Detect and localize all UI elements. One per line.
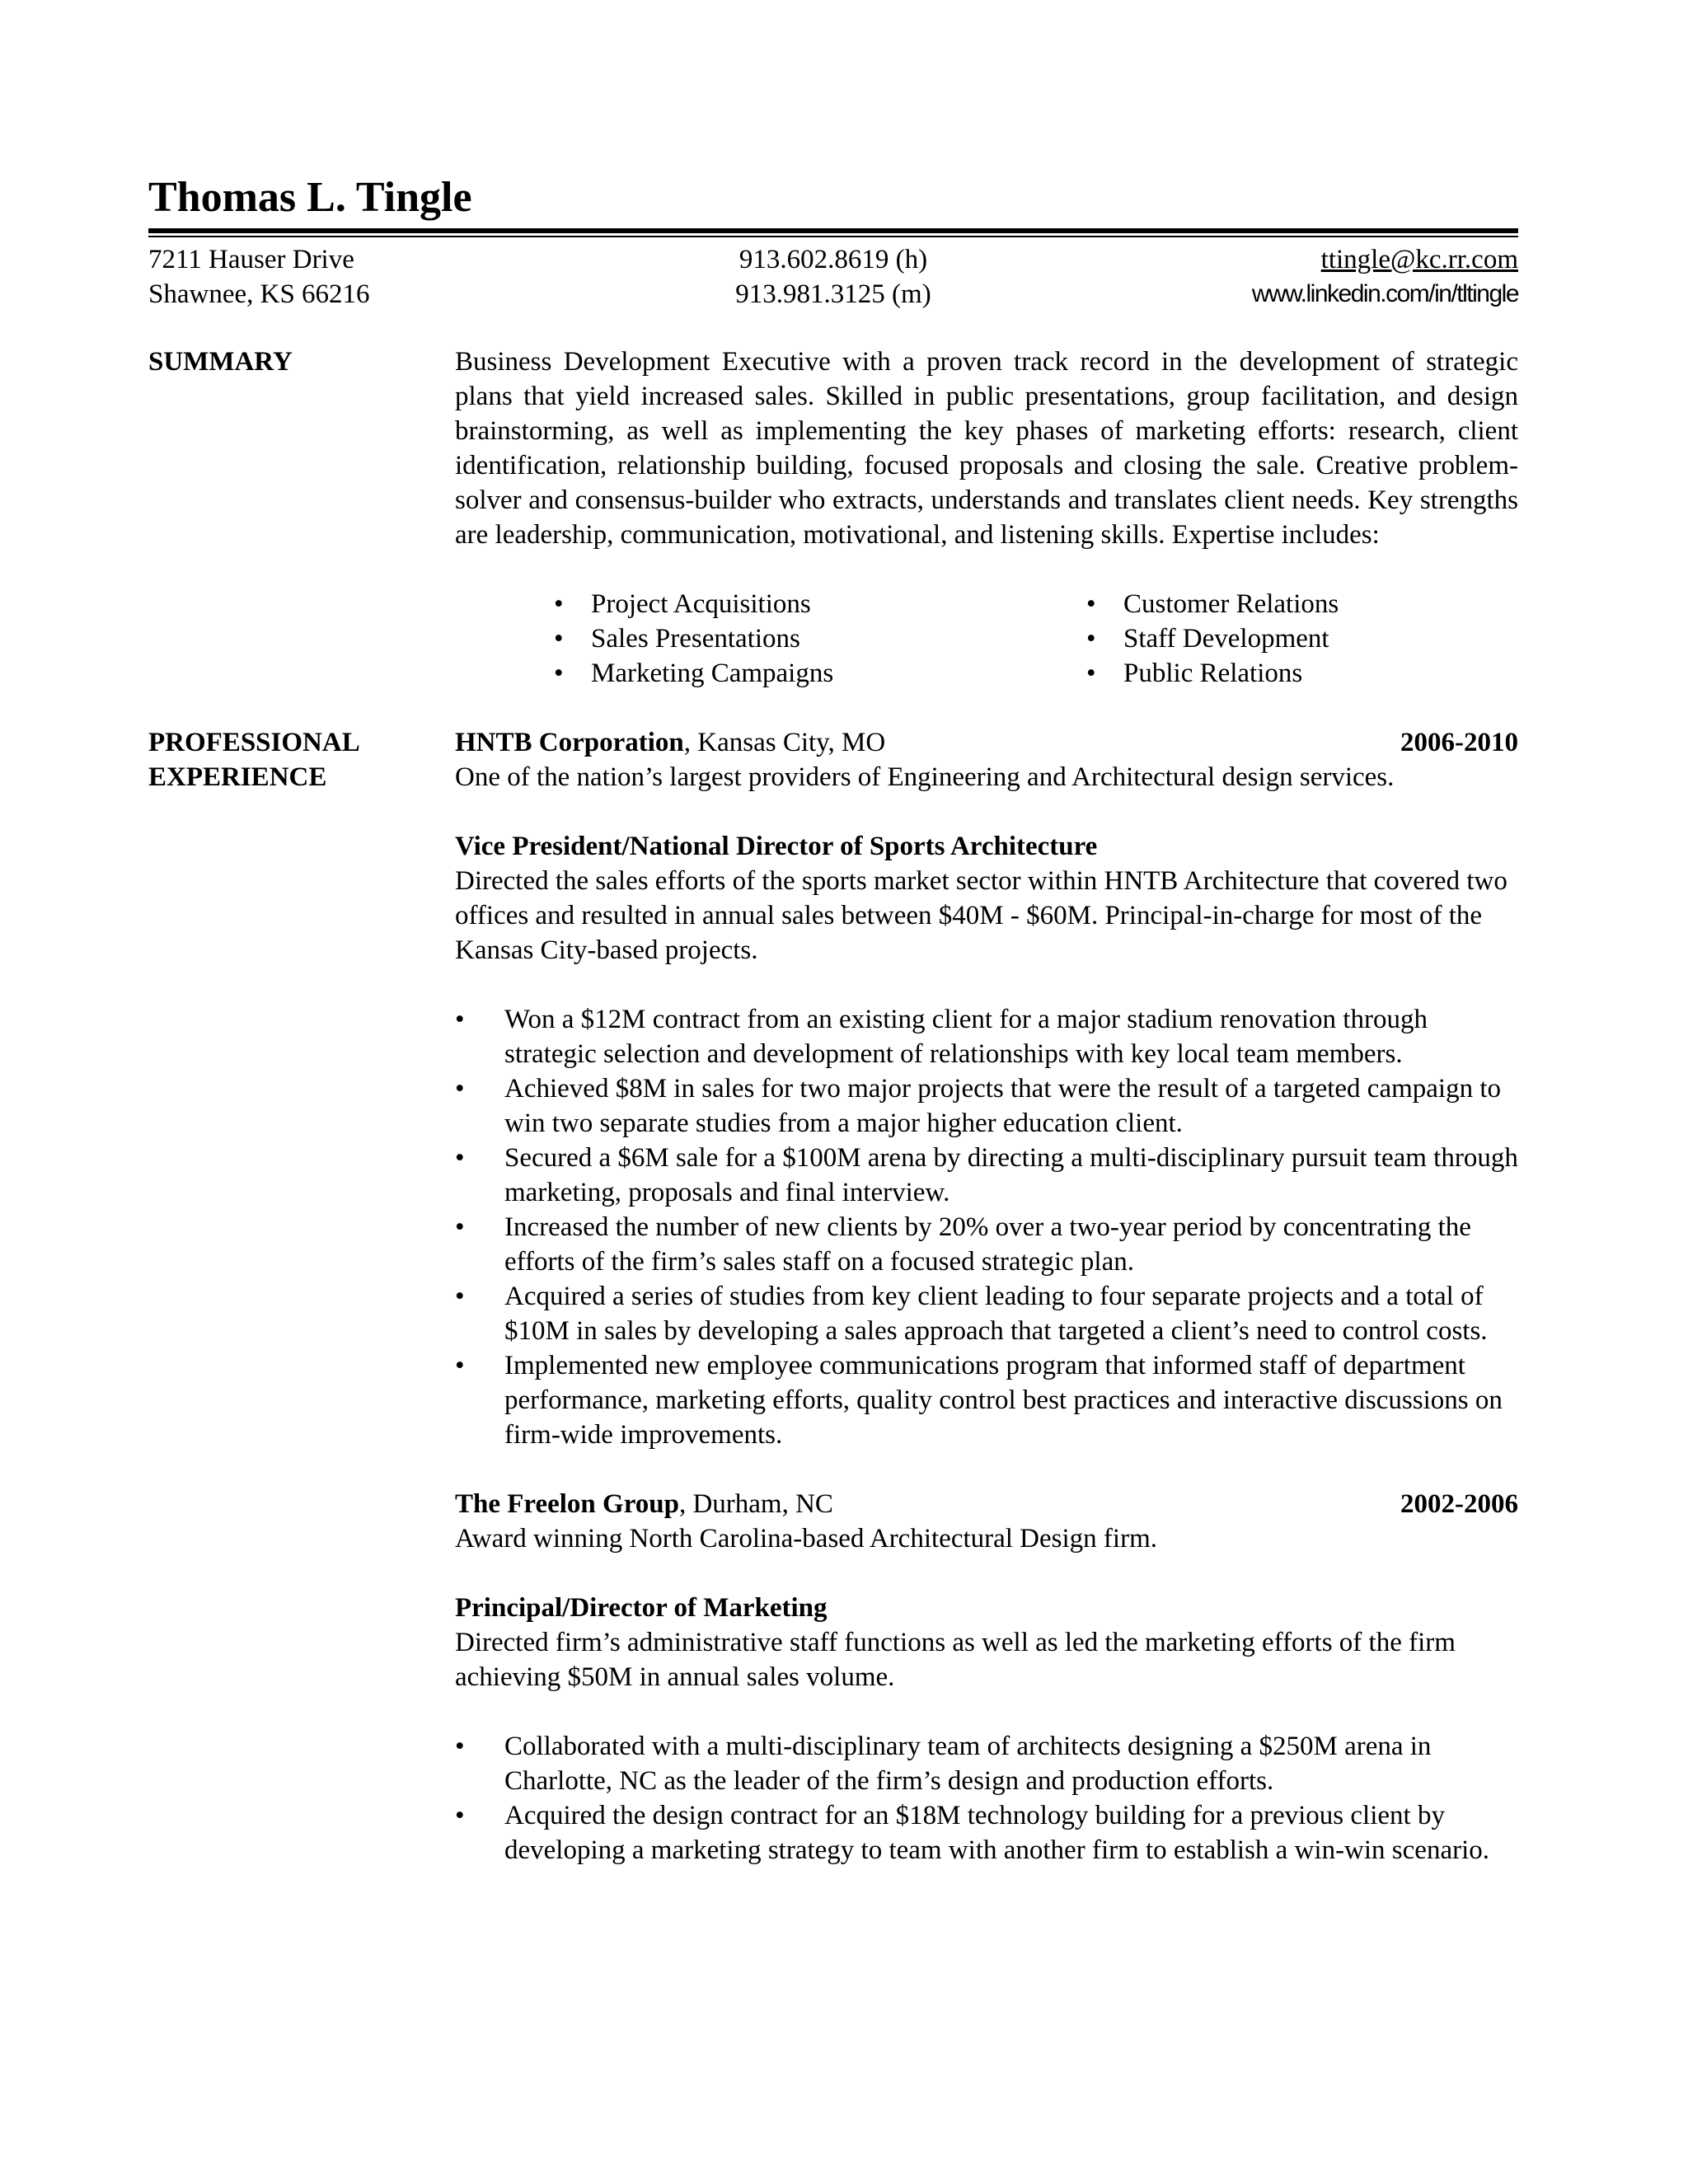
skills-column-right	[1086, 587, 1498, 691]
online-contacts	[1062, 242, 1518, 312]
skill-item: • Marketing Campaigns	[554, 656, 1086, 691]
experience-heading-line-2: EXPERIENCE	[148, 762, 327, 792]
summary-body	[455, 344, 1518, 691]
experience-body	[455, 725, 1518, 1868]
job-employer	[455, 1487, 833, 1521]
header-rule-thick	[148, 228, 1518, 233]
summary-heading-text: SUMMARY	[148, 347, 293, 377]
skill-item: • Customer Relations	[1086, 587, 1498, 621]
address	[148, 242, 605, 312]
skill-item: • Sales Presentations	[554, 621, 1086, 656]
email-link[interactable]: ttingle@kc.rr.com	[1320, 245, 1518, 274]
job-header	[455, 1487, 1518, 1521]
resume-page	[148, 169, 1518, 1868]
job-title: Vice President/National Director of Sports Architecture	[455, 832, 1098, 861]
job-summary: Directed the sales efforts of the sports market sector within HNTB Architecture that covered two offices and resulted in annual sales between $40M - $60M. Principal-in-charge for most of the Kansas City-based projects.	[455, 866, 1507, 965]
skill-item: • Staff Development	[1086, 621, 1498, 656]
summary-text: Business Development Executive with a proven track record in the development of strategic plans that yield increased sales. Skilled in public presentations, group facilitation, and design brainstorming, as well as implementing the key phases of marketing efforts: research, client identification, relationship building, focused proposals and closing the sale. Creative problem-solver and consensus-builder who extracts, understands and translates client needs. Key strengths are leadership, communication, motivational, and listening skills. Expertise includes:	[455, 347, 1518, 550]
achievement-item: • Increased the number of new clients by 20% over a two-year period by concentrating the efforts of the firm’s sales staff on a focused strategic plan.	[455, 1210, 1518, 1279]
company-location: , Durham, NC	[678, 1489, 833, 1519]
experience-heading-line-1: PROFESSIONAL	[148, 728, 360, 757]
company-name: The Freelon Group	[455, 1489, 679, 1519]
job-employer	[455, 725, 885, 760]
job-achievements	[455, 1002, 1518, 1452]
achievement-item: • Secured a $6M sale for a $100M arena by directing a multi-disciplinary pursuit team through marketing, proposals and final interview.	[455, 1141, 1518, 1210]
company-description: Award winning North Carolina-based Architectural Design firm.	[455, 1524, 1157, 1554]
job-achievements	[455, 1729, 1518, 1868]
job-summary: Directed firm’s administrative staff functions as well as led the marketing efforts of the firm achieving $50M in annual sales volume.	[455, 1628, 1456, 1692]
experience-heading	[148, 725, 455, 1868]
job-header	[455, 725, 1518, 760]
phone-home: 913.602.8619 (h)	[738, 245, 928, 274]
achievement-item: • Achieved $8M in sales for two major projects that were the result of a targeted campaign to win two separate studies from a major higher education client.	[455, 1071, 1518, 1141]
linkedin-url: www.linkedin.com/in/tltingle	[1251, 280, 1518, 307]
skill-item: • Public Relations	[1086, 656, 1498, 691]
summary-section	[148, 344, 1518, 691]
candidate-name: Thomas L. Tingle	[148, 174, 472, 221]
company-name: HNTB Corporation	[455, 728, 684, 757]
experience-section	[148, 725, 1518, 1868]
achievement-item: • Implemented new employee communications program that informed staff of department performance, marketing efforts, quality control best practices and interactive discussions on firm-wide improvements.	[455, 1348, 1518, 1452]
company-location: , Kansas City, MO	[683, 728, 886, 757]
phone-mobile: 913.981.3125 (m)	[735, 279, 931, 309]
achievement-item: • Acquired the design contract for an $18M technology building for a previous client by developing a marketing strategy to team with another firm to establish a win-win scenario.	[455, 1798, 1518, 1868]
achievement-item: • Collaborated with a multi-disciplinary team of architects designing a $250M arena in Charlotte, NC as the leader of the firm’s design and production efforts.	[455, 1729, 1518, 1798]
job-entry-freelon	[455, 1487, 1518, 1868]
achievement-item: • Acquired a series of studies from key client leading to four separate projects and a total of $10M in sales by developing a sales approach that targeted a client’s need to control costs.	[455, 1279, 1518, 1348]
job-entry-hntb	[455, 725, 1518, 1452]
summary-heading	[148, 344, 455, 691]
job-years: 2006-2010	[1400, 728, 1518, 757]
company-description: One of the nation’s largest providers of Engineering and Architectural design services.	[455, 762, 1395, 792]
phones	[605, 242, 1062, 312]
achievement-item: • Won a $12M contract from an existing client for a major stadium renovation through strategic selection and development of relationships with key local team members.	[455, 1002, 1518, 1071]
address-line-1: 7211 Hauser Drive	[148, 245, 354, 274]
skills-column-left	[554, 587, 1086, 691]
skill-item: • Project Acquisitions	[554, 587, 1086, 621]
job-title: Principal/Director of Marketing	[455, 1593, 828, 1623]
contact-block	[148, 242, 1518, 312]
header-rule-thin	[148, 236, 1518, 237]
job-years: 2002-2006	[1400, 1489, 1518, 1519]
skills-list	[455, 587, 1518, 691]
address-line-2: Shawnee, KS 66216	[148, 279, 370, 309]
